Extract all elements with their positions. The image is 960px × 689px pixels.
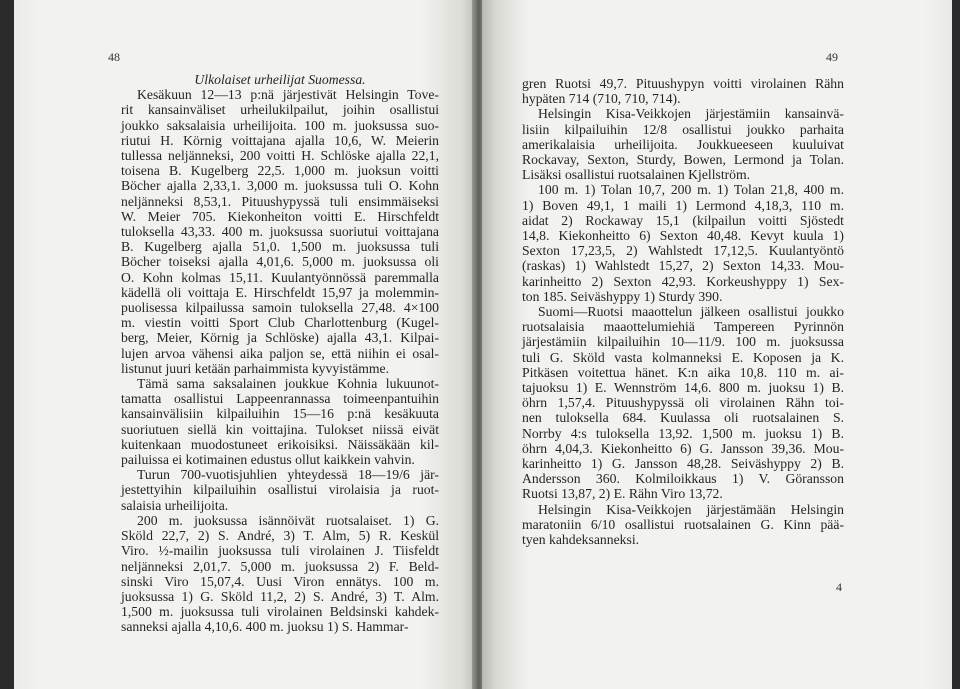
section-heading: Ulkolaiset urheilijat Suomessa. — [194, 72, 366, 87]
text-line: Turun 700-vuotisjuhlien yhteydessä 18—19/6 jär- — [137, 467, 439, 483]
text-line: sinski Viro 15,07,4. Uusi Viron ennätys. 100 m. — [121, 573, 439, 589]
text-line: berg, Meier, Körnig ja Schlöske) ajalla 43,1. Kilpai- — [121, 330, 439, 346]
text-line: pailuissa ei kotimainen edustus ollut kaikkein vahvin. — [121, 452, 415, 468]
text-line: jestettyihin kilpailuihin osallistui virolaisia ja ruot- — [121, 482, 439, 498]
text-line: Norrby 4:s tuloksella 13,92. 1,500 m. juoksu 1) B. — [522, 425, 844, 441]
text-line: lisiin kilpailuihin 12/8 osallistui joukko parhaita — [522, 121, 844, 137]
text-line: kädellä oli voittaja E. Hirschfeldt 15,97 ja molemmin- — [121, 284, 439, 300]
text-line: karinheitto 2) Sexton 42,93. Korkeushyppy 1) Sex- — [522, 273, 844, 289]
text-line: Sexton 17,23,5, 2) Wahlstedt 17,12,5. Kuulantyöntö — [522, 243, 844, 259]
text-line: Böcher ajalla 2,33,1. 3,000 m. juoksussa tuli O. Kohn — [121, 178, 439, 194]
right-page-number: 49 — [826, 50, 838, 64]
text-line: Helsingin Kisa-Veikkojen järjestämään Helsingin — [538, 501, 844, 517]
text-line: Suomi—Ruotsi maaottelun jälkeen osallistui joukko — [538, 304, 844, 320]
text-line: Kesäkuun 12—13 p:nä järjestivät Helsingin Tove- — [137, 87, 439, 103]
signature-mark: 4 — [836, 580, 842, 594]
text-line: ton 185. Seiväshyppy 1) Sturdy 390. — [522, 288, 723, 304]
text-line: O. Kohn kolmas 15,11. Kuulantyönnössä paremmalla — [121, 269, 439, 285]
text-line: Böcher toiseksi ajalla 4,01,6. 5,000 m. juoksussa oli — [121, 254, 439, 270]
text-line: Sköld 22,7, 2) S. André, 3) T. Alm, 5) R. Keskül — [121, 528, 439, 544]
text-line: toisena B. Kugelberg 22,5. 1,000 m. juoksun voitti — [121, 163, 439, 179]
text-line: listunut juuri ketään parhaimmista kyvyistämme. — [121, 360, 389, 376]
text-line: tullessa neljänneksi, 200 voitti H. Schlöske ajalla 22,1, — [121, 148, 439, 164]
right-text-column — [522, 76, 844, 547]
text-line: neljänneksi 8,53,1. Pituushypyssä tuli ensimmäiseksi — [121, 193, 439, 209]
text-line: 1,500 m. juoksussa tuli virolainen Beldsinski kahdek- — [121, 604, 439, 620]
text-line: salaisia urheilijoita. — [121, 497, 229, 513]
text-line: gren Ruotsi 49,7. Pituushypyn voitti virolainen Rähn — [522, 76, 844, 91]
text-line: nen tuloksella 684. Kuulassa oli ruotsalainen S. — [522, 410, 844, 426]
left-text-column — [121, 72, 439, 635]
text-line: suoriutuen siellä kin voittajina. Tulokset niissä eivät — [121, 421, 439, 437]
text-line: neljänneksi 2,01,7. 5,000 m. juoksussa 2) F. Beld- — [121, 558, 439, 574]
text-line: öhrn 1,57,4. Pituushypyssä oli virolainen Rähn toi- — [522, 395, 844, 411]
text-line: joukko saksalaisia urheilijoita. 100 m. juoksussa suo- — [121, 117, 439, 133]
text-line: (raskas) 1) Wahlstedt 15,27, 2) Sexton 14,33. Mou- — [522, 258, 844, 274]
text-line: kuitenkaan muodostuneet erikoisiksi. Näissäkään kil- — [121, 436, 439, 452]
text-line: 1) Boven 49,1, 1 maili 1) Lermond 4,18,3, 110 m. — [522, 197, 844, 213]
text-line: tuli G. Sköld vasta kolmanneksi E. Koposen ja K. — [522, 349, 844, 365]
text-line: 200 m. juoksussa isännöivät ruotsalaiset. 1) G. — [137, 512, 439, 528]
text-line: karinheitto 1) G. Jansson 48,28. Seiväshyppy 2) B. — [522, 456, 844, 472]
text-line: Pitkäsen voitettua hänet. K:n aika 10,8. 110 m. ai- — [522, 364, 844, 380]
left-lines — [121, 87, 439, 634]
text-line: tyen kahdeksanneksi. — [522, 532, 640, 548]
text-line: tajuoksu 1) E. Wennström 14,6. 800 m. juoksu 1) B. — [522, 380, 844, 396]
text-line: rit kansainväliset urheilukilpailut, joihin osallistui — [121, 102, 439, 118]
text-line: tuloksella 43,33. 400 m. juoksussa suoriutui voittajana — [121, 224, 439, 240]
text-line: juoksussa 1) G. Sköld 11,2, 2) S. André, 3) T. Alm. — [121, 588, 439, 604]
text-line: B. Kugelberg ajalla 51,0. 1,500 m. juoksussa tuli — [121, 239, 439, 255]
text-line: 100 m. 1) Tolan 10,7, 200 m. 1) Tolan 21,8, 400 m. — [538, 182, 844, 198]
text-line: aidat 2) Rockaway 15,1 (kilpailun voitti Sjöstedt — [522, 212, 844, 228]
text-line: järjestämiin kilpailuihin 10—11/9. 100 m. juoksussa — [522, 334, 844, 350]
text-line: m. viestin voitti Sport Club Charlottenburg (Kugel- — [121, 315, 439, 331]
text-line: Ruotsi 13,87, 2) E. Rähn Viro 13,72. — [522, 486, 723, 502]
text-line: Viro. ½-mailin juoksussa tuli virolainen J. Tiisfeldt — [121, 543, 439, 559]
text-line: 14,8. Kiekonheitto 6) Sexton 40,48. Kevyt kuula 1) — [522, 228, 844, 244]
text-line: Rockavay, Sexton, Sturdy, Bowen, Lermond ja Tolan. — [522, 152, 844, 168]
text-line: maratoniin 6/10 osallistui ruotsalainen G. Kinn pää- — [522, 516, 844, 532]
text-line: lujen arvoa vähensi aika paljon se, että niihin ei osal- — [121, 345, 439, 361]
text-line: tamatta osallistui Lappeenrannassa toimeenpantuihin — [121, 391, 439, 407]
text-line: Helsingin Kisa-Veikkojen järjestämiin kansainvä- — [538, 106, 844, 122]
text-line: amerikalaisia urheilijoita. Joukkueeseen kuuluivat — [522, 136, 844, 152]
text-line: W. Meier 705. Kiekonheiton voitti E. Hirschfeldt — [121, 208, 439, 224]
text-line: riutui H. Körnig voittajana ajalla 10,6, W. Meierin — [121, 132, 439, 148]
text-line: kansainvälisiin kilpailuihin 15—16 p:nä kesäkuuta — [121, 406, 439, 422]
text-line: Lisäksi osallistui ruotsalainen Kjellström. — [522, 167, 751, 183]
text-line: Tämä sama saksalainen joukkue Kohnia lukuunot- — [137, 376, 439, 392]
left-page-number: 48 — [108, 50, 120, 64]
right-lines — [522, 76, 844, 547]
text-line: sanneksi ajalla 4,10,6. 400 m. juoksu 1) S. Hammar- — [121, 619, 409, 635]
text-line: Andersson 360. Kolmiloikkaus 1) V. Göransson — [522, 471, 844, 487]
text-line: ruotsalaisia maaottelumiehiä Tampereen Pyrinnön — [522, 319, 844, 335]
text-line: puolisessa kilpailussa samoin tuloksella 27,48. 4×100 — [121, 300, 439, 316]
text-line: öhrn 4,04,3. Kiekonheitto 6) G. Jansson 39,36. Mou- — [522, 440, 844, 456]
text-line: hypäten 714 (710, 710, 714). — [522, 91, 681, 107]
